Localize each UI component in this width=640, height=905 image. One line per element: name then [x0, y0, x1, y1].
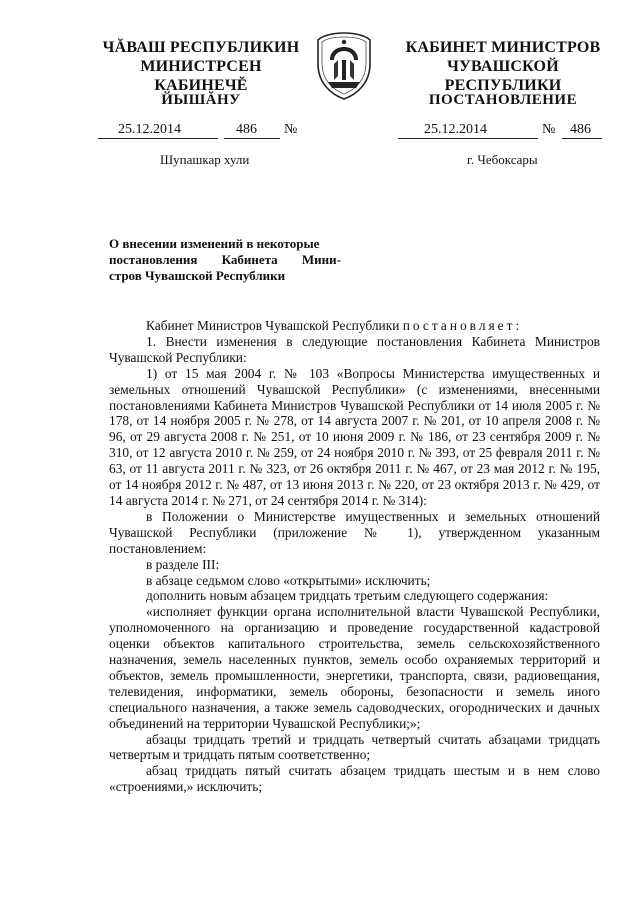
left-number: 486	[236, 122, 257, 137]
subject-line3: стров Чувашской Республики	[109, 268, 286, 283]
body-paragraph-2: 1) от 15 мая 2004 г. № 103 «Вопросы Министерства имущественных и земельных отношений Чувашской Республики» (с изменениями, внесенными постановлениями Кабинета Министров Чувашской Республики от 14 июля 2005 г. № 178, от 14 ноября 2005 г. № 278, от 14 августа 2007 г. № 201, от 10 апреля 2008 г. № 96, от 29 августа 2008 г. № 251, от 10 июня 2009 г. № 186, от 23 сентября 2009 г. № 310, от 12 августа 2010 г. № 259, от 24 ноября 2010 г. № 393, от 25 февраля 2011 г. № 63, от 11 августа 2011 г. № 323, от 26 октября 2011 г. № 467, от 23 мая 2012 г. № 195, от 14 ноября 2012 г. № 487, от 13 июня 2013 г. № 220, от 23 октября 2013 г. № 429, от 14 августа 2014 г. № 271, от 24 сентября 2014 г. № 314):	[109, 365, 600, 508]
body-paragraph-8: абзацы тридцать третий и тридцать четвертый считать абзацами тридцать четвертым и тридцать пятым соответственно;	[109, 731, 600, 763]
chuvash-emblem-icon	[312, 30, 376, 102]
body-paragraph-4: в разделе III:	[146, 556, 220, 572]
body-intro	[109, 318, 600, 334]
right-no-sign: №	[542, 122, 556, 137]
left-city: Шупашкар хули	[160, 152, 250, 167]
intro-verb: постановляет:	[402, 318, 523, 333]
body-paragraph-5: в абзаце седьмом слово «открытыми» исключить;	[146, 572, 431, 588]
intro-prefix: Кабинет Министров Чувашской Республики	[146, 318, 403, 333]
left-date-line	[96, 122, 310, 142]
body-paragraph-9: абзац тридцать пятый считать абзацем тридцать шестым и в нем слово «строениями,» исключить;	[109, 763, 600, 795]
document-subject	[109, 236, 341, 284]
subject-line2: постановления Кабинета Мини-	[109, 252, 341, 267]
header-right-org	[392, 38, 614, 95]
right-number: 486	[570, 122, 591, 137]
right-date: 25.12.2014	[424, 122, 487, 137]
header-left-line1: ЧĂВАШ РЕСПУБЛИКИН	[102, 39, 300, 56]
right-date-line	[398, 122, 610, 142]
header-left-line2: МИНИСТРСЕН КАБИНЕЧĔ	[140, 58, 262, 94]
body-paragraph-6: дополнить новым абзацем тридцать третьим следующего содержания:	[146, 588, 549, 604]
left-no-sign: №	[284, 122, 298, 137]
right-city: г. Чебоксары	[467, 152, 538, 167]
header-left-title: ЙЫШĂНУ	[161, 92, 241, 108]
document-body	[109, 318, 600, 795]
header-right-line1: КАБИНЕТ МИНИСТРОВ	[405, 39, 601, 56]
left-date: 25.12.2014	[118, 122, 181, 137]
body-paragraph-1: 1. Внести изменения в следующие постановления Кабинета Министров Чувашской Республики:	[109, 333, 600, 365]
header-right-line2: ЧУВАШСКОЙ РЕСПУБЛИКИ	[444, 58, 562, 94]
header-right-title: ПОСТАНОВЛЕНИЕ	[428, 92, 578, 108]
subject-line1: О внесении изменений в некоторые	[109, 236, 320, 251]
body-paragraph-3: в Положении о Министерстве имущественных и земельных отношений Чувашской Республики (приложение № 1), утвержденном указанным постановлением:	[109, 508, 600, 556]
header-left-org	[96, 38, 306, 95]
body-paragraph-7: «исполняет функции органа исполнительной власти Чувашской Республики, уполномоченного на организацию и проведение государственной кадастровой оценки объектов капитального строительства, земель сельскохозяйственного назначения, земель населенных пунктов, земель особо охраняемых территорий и объектов, земель промышленности, энергетики, транспорта, связи, радиовещания, телевидения, информатики, земель обороны, безопасности и земель иного специального назначения, а также земель садоводческих, огороднических и дачных объединений на территории Чувашской Республики;»;	[109, 604, 600, 731]
